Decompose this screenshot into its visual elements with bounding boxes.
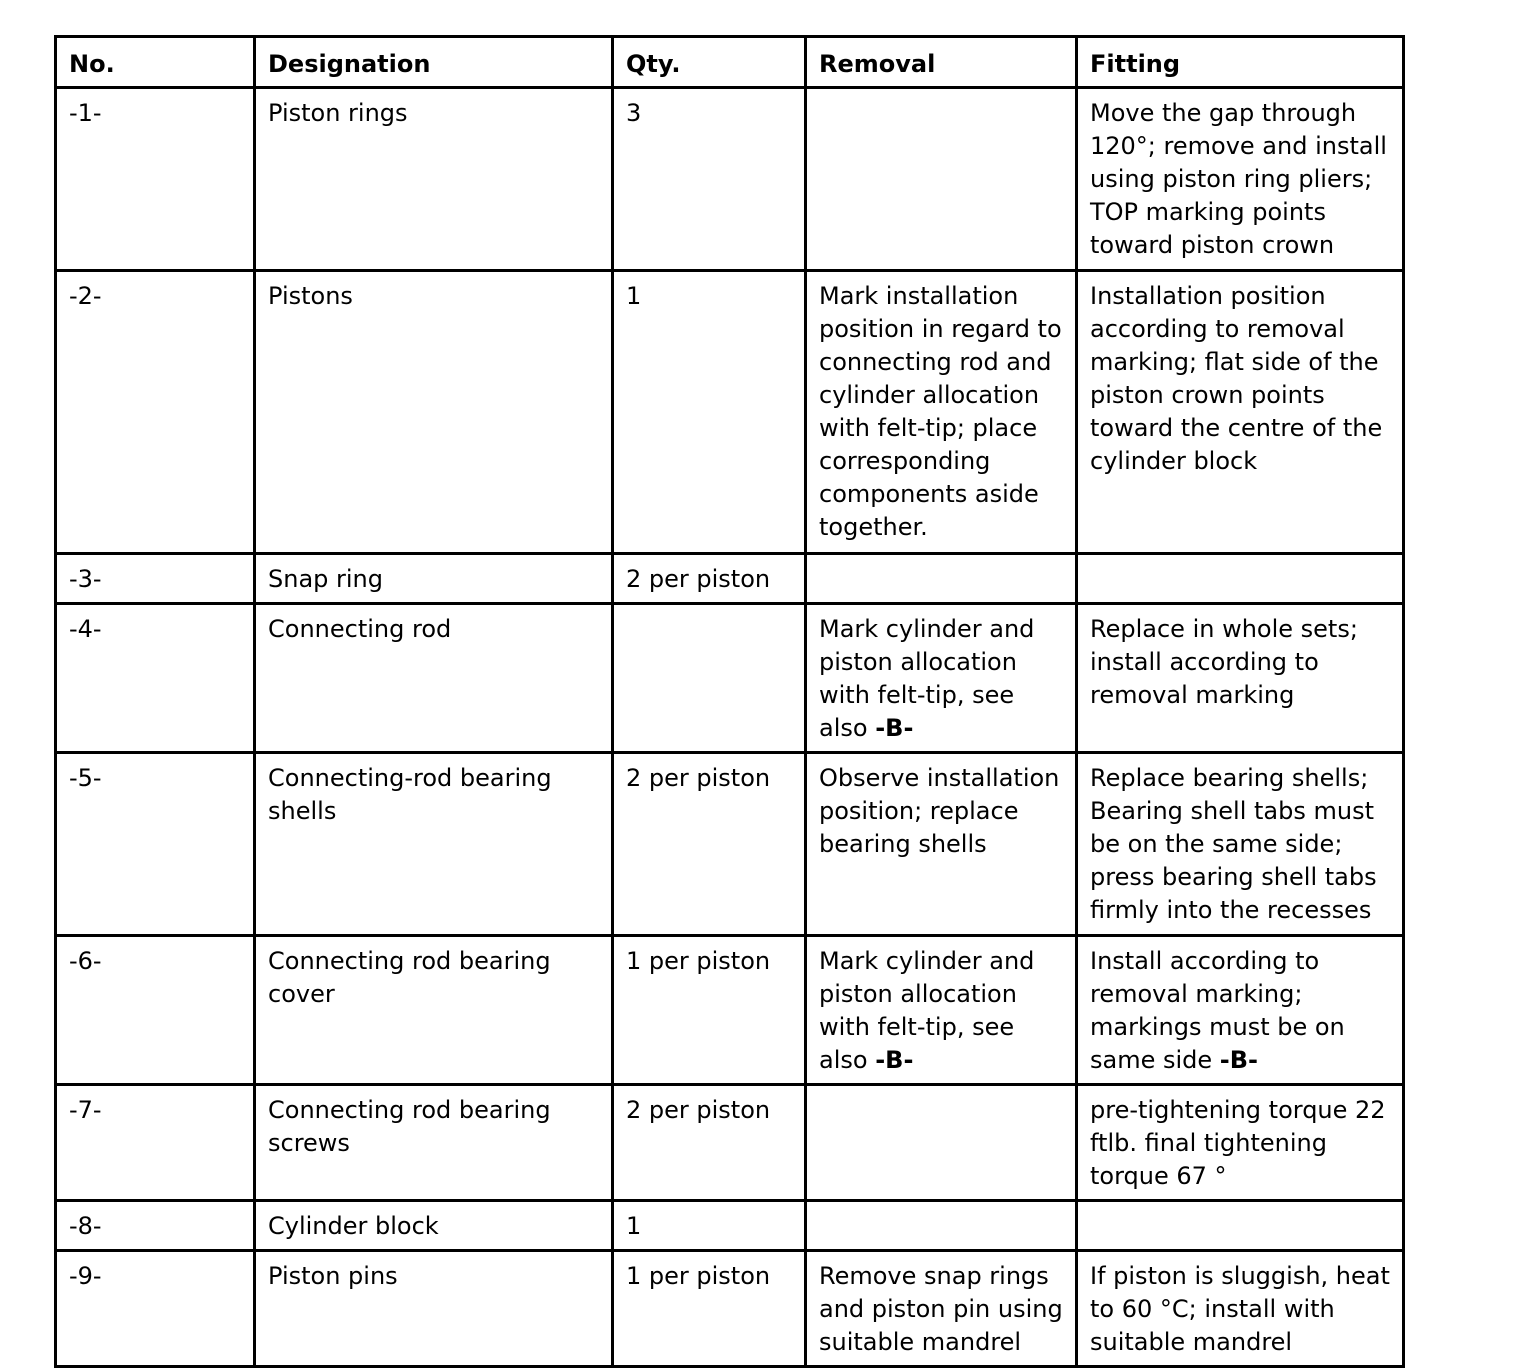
cell-designation: Connecting rod [255, 604, 613, 753]
table-row [56, 753, 1404, 936]
cell-removal: Mark installation position in regard to connecting rod and cylinder allocation with felt-tip; place corresponding components aside together. [806, 271, 1077, 554]
table-row [56, 1251, 1404, 1367]
fitting-text: Install according to removal marking; markings must be on same side [1090, 947, 1345, 1074]
removal-ref: -B- [875, 714, 914, 742]
table-row [56, 1201, 1404, 1251]
cell-qty: 2 per piston [613, 753, 806, 936]
cell-fitting [1077, 1201, 1404, 1251]
cell-qty: 1 [613, 1201, 806, 1251]
cell-no: -3- [56, 554, 255, 604]
header-no: No. [56, 37, 255, 88]
cell-no: -9- [56, 1251, 255, 1367]
cell-designation: Piston rings [255, 88, 613, 271]
cell-fitting: Replace bearing shells; Bearing shell tabs must be on the same side; press bearing shell tabs firmly into the recesses [1077, 753, 1404, 936]
cell-removal [806, 936, 1077, 1085]
parts-table [54, 35, 1405, 1368]
fitting-ref: -B- [1219, 1046, 1259, 1074]
cell-no: -7- [56, 1085, 255, 1201]
cell-no: -1- [56, 88, 255, 271]
header-fitting: Fitting [1077, 37, 1404, 88]
cell-fitting: If piston is sluggish, heat to 60 °C; install with suitable mandrel [1077, 1251, 1404, 1367]
cell-qty [613, 604, 806, 753]
cell-qty: 1 per piston [613, 1251, 806, 1367]
cell-removal [806, 88, 1077, 271]
cell-removal: Observe installation position; replace bearing shells [806, 753, 1077, 936]
cell-designation: Connecting-rod bearing shells [255, 753, 613, 936]
cell-removal [806, 554, 1077, 604]
cell-designation: Connecting rod bearing cover [255, 936, 613, 1085]
cell-no: -6- [56, 936, 255, 1085]
header-designation: Designation [255, 37, 613, 88]
cell-fitting: Move the gap through 120°; remove and install using piston ring pliers; TOP marking points toward piston crown [1077, 88, 1404, 271]
cell-designation: Piston pins [255, 1251, 613, 1367]
cell-fitting: Replace in whole sets; install according to removal marking [1077, 604, 1404, 753]
cell-qty: 1 [613, 271, 806, 554]
cell-fitting [1077, 936, 1404, 1085]
cell-designation: Snap ring [255, 554, 613, 604]
cell-fitting: Installation position according to removal marking; flat side of the piston crown points toward the centre of the cylinder block [1077, 271, 1404, 554]
cell-designation: Connecting rod bearing screws [255, 1085, 613, 1201]
table-row [56, 554, 1404, 604]
header-removal: Removal [806, 37, 1077, 88]
table-row [56, 271, 1404, 554]
cell-no: -8- [56, 1201, 255, 1251]
cell-removal: Remove snap rings and piston pin using suitable mandrel [806, 1251, 1077, 1367]
table-row [56, 88, 1404, 271]
cell-qty: 2 per piston [613, 554, 806, 604]
cell-removal [806, 1201, 1077, 1251]
cell-fitting: pre-tightening torque 22 ftlb. final tightening torque 67 ° [1077, 1085, 1404, 1201]
table-row [56, 604, 1404, 753]
header-row [56, 37, 1404, 88]
removal-text: Mark cylinder and piston allocation with felt-tip, see also [819, 947, 1035, 1074]
table-row [56, 936, 1404, 1085]
cell-no: -4- [56, 604, 255, 753]
cell-no: -2- [56, 271, 255, 554]
cell-no: -5- [56, 753, 255, 936]
cell-designation: Pistons [255, 271, 613, 554]
cell-fitting [1077, 554, 1404, 604]
cell-qty: 3 [613, 88, 806, 271]
removal-text: Mark cylinder and piston allocation with felt-tip, see also [819, 615, 1035, 742]
cell-removal [806, 1085, 1077, 1201]
header-qty: Qty. [613, 37, 806, 88]
cell-qty: 1 per piston [613, 936, 806, 1085]
cell-qty: 2 per piston [613, 1085, 806, 1201]
removal-ref: -B- [875, 1046, 914, 1074]
cell-removal [806, 604, 1077, 753]
cell-designation: Cylinder block [255, 1201, 613, 1251]
table-row [56, 1085, 1404, 1201]
